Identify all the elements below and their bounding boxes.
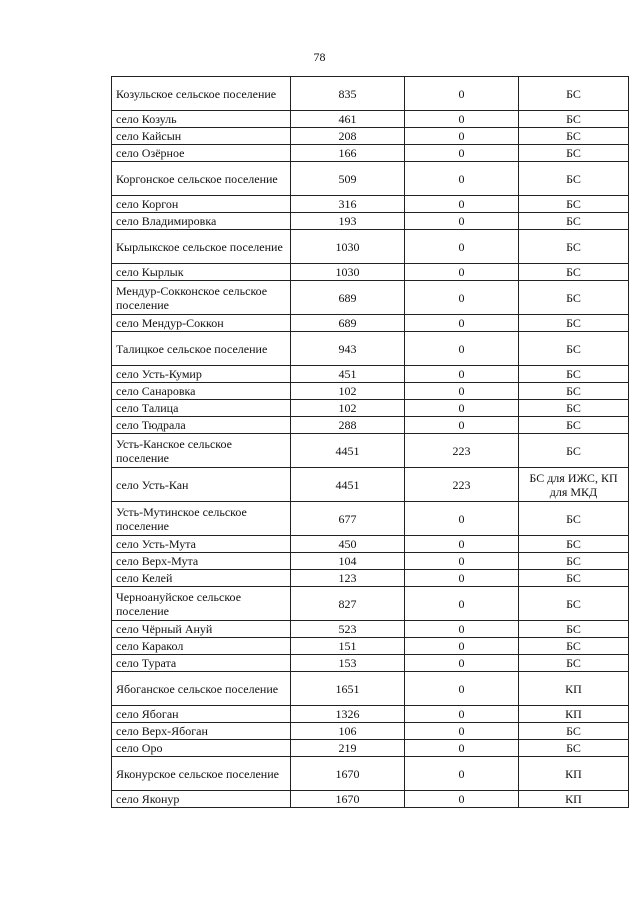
table-row — [112, 553, 629, 570]
value-2-cell: 0 — [405, 791, 519, 808]
value-2-cell: 0 — [405, 417, 519, 434]
table-row — [112, 400, 629, 417]
value-1-cell: 509 — [291, 162, 405, 196]
value-1-cell: 689 — [291, 281, 405, 315]
settlement-name-cell: село Талица — [112, 400, 291, 417]
value-2-cell: 223 — [405, 468, 519, 502]
type-cell: БС — [519, 213, 629, 230]
type-cell: БС — [519, 383, 629, 400]
type-cell: БС — [519, 621, 629, 638]
value-2-cell: 0 — [405, 553, 519, 570]
value-2-cell: 0 — [405, 672, 519, 706]
value-2-cell: 0 — [405, 145, 519, 162]
table-row — [112, 655, 629, 672]
type-cell: БС для ИЖС, КП для МКД — [519, 468, 629, 502]
table-row — [112, 791, 629, 808]
settlement-name-cell: Яконурское сельское поселение — [112, 757, 291, 791]
value-2-cell: 0 — [405, 723, 519, 740]
settlement-name-cell: село Ябоган — [112, 706, 291, 723]
table-row — [112, 77, 629, 111]
settlement-name-cell: село Каракол — [112, 638, 291, 655]
settlement-name-cell: село Усть-Кан — [112, 468, 291, 502]
value-2-cell: 0 — [405, 332, 519, 366]
value-2-cell: 0 — [405, 196, 519, 213]
type-cell: БС — [519, 434, 629, 468]
settlement-name-cell: село Кайсын — [112, 128, 291, 145]
table-row — [112, 196, 629, 213]
settlement-name-cell: село Оро — [112, 740, 291, 757]
value-1-cell: 677 — [291, 502, 405, 536]
value-2-cell: 0 — [405, 111, 519, 128]
type-cell: БС — [519, 196, 629, 213]
table-row — [112, 213, 629, 230]
settlement-name-cell: Ябоганское сельское поселение — [112, 672, 291, 706]
table-row — [112, 723, 629, 740]
value-1-cell: 4451 — [291, 468, 405, 502]
table-row — [112, 128, 629, 145]
type-cell: КП — [519, 706, 629, 723]
table-row — [112, 757, 629, 791]
value-1-cell: 943 — [291, 332, 405, 366]
settlement-name-cell: село Усть-Кумир — [112, 366, 291, 383]
value-2-cell: 0 — [405, 740, 519, 757]
type-cell: БС — [519, 570, 629, 587]
settlement-name-cell: село Кырлык — [112, 264, 291, 281]
settlement-name-cell: Усть-Мутинское сельское поселение — [112, 502, 291, 536]
table-row — [112, 740, 629, 757]
table-row — [112, 332, 629, 366]
settlement-name-cell: село Коргон — [112, 196, 291, 213]
value-2-cell: 0 — [405, 502, 519, 536]
settlement-name-cell: село Келей — [112, 570, 291, 587]
table-row — [112, 366, 629, 383]
type-cell: БС — [519, 77, 629, 111]
type-cell: БС — [519, 502, 629, 536]
table-row — [112, 468, 629, 502]
value-1-cell: 106 — [291, 723, 405, 740]
value-1-cell: 104 — [291, 553, 405, 570]
settlement-name-cell: село Усть-Мута — [112, 536, 291, 553]
value-2-cell: 0 — [405, 587, 519, 621]
value-2-cell: 0 — [405, 570, 519, 587]
type-cell: БС — [519, 315, 629, 332]
value-2-cell: 0 — [405, 128, 519, 145]
value-2-cell: 0 — [405, 536, 519, 553]
settlement-name-cell: Усть-Канское сельское поселение — [112, 434, 291, 468]
value-1-cell: 1030 — [291, 264, 405, 281]
value-1-cell: 102 — [291, 383, 405, 400]
table-row — [112, 417, 629, 434]
table-row — [112, 638, 629, 655]
type-cell: БС — [519, 111, 629, 128]
value-2-cell: 223 — [405, 434, 519, 468]
type-cell: БС — [519, 417, 629, 434]
table-row — [112, 315, 629, 332]
table-row — [112, 587, 629, 621]
value-1-cell: 123 — [291, 570, 405, 587]
value-1-cell: 288 — [291, 417, 405, 434]
settlement-name-cell: село Верх-Ябоган — [112, 723, 291, 740]
value-1-cell: 219 — [291, 740, 405, 757]
type-cell: БС — [519, 332, 629, 366]
settlement-name-cell: село Козуль — [112, 111, 291, 128]
value-1-cell: 451 — [291, 366, 405, 383]
page-number: 78 — [313, 50, 326, 64]
table-row — [112, 536, 629, 553]
value-2-cell: 0 — [405, 621, 519, 638]
table-row — [112, 281, 629, 315]
type-cell: БС — [519, 162, 629, 196]
table-row — [112, 706, 629, 723]
type-cell: БС — [519, 264, 629, 281]
value-1-cell: 102 — [291, 400, 405, 417]
settlement-name-cell: Коргонское сельское поселение — [112, 162, 291, 196]
settlement-name-cell: село Владимировка — [112, 213, 291, 230]
table-row — [112, 383, 629, 400]
value-1-cell: 208 — [291, 128, 405, 145]
value-1-cell: 193 — [291, 213, 405, 230]
type-cell: КП — [519, 791, 629, 808]
value-2-cell: 0 — [405, 230, 519, 264]
type-cell: БС — [519, 655, 629, 672]
value-1-cell: 1670 — [291, 791, 405, 808]
settlement-name-cell: Талицкое сельское поселение — [112, 332, 291, 366]
value-1-cell: 523 — [291, 621, 405, 638]
type-cell: БС — [519, 740, 629, 757]
settlement-name-cell: село Турата — [112, 655, 291, 672]
type-cell: БС — [519, 587, 629, 621]
value-1-cell: 166 — [291, 145, 405, 162]
table-row — [112, 621, 629, 638]
value-2-cell: 0 — [405, 757, 519, 791]
value-1-cell: 4451 — [291, 434, 405, 468]
value-2-cell: 0 — [405, 400, 519, 417]
value-2-cell: 0 — [405, 264, 519, 281]
value-2-cell: 0 — [405, 77, 519, 111]
table-row — [112, 264, 629, 281]
value-1-cell: 153 — [291, 655, 405, 672]
type-cell: БС — [519, 281, 629, 315]
value-1-cell: 316 — [291, 196, 405, 213]
value-2-cell: 0 — [405, 366, 519, 383]
value-1-cell: 1326 — [291, 706, 405, 723]
value-1-cell: 151 — [291, 638, 405, 655]
table-row — [112, 434, 629, 468]
type-cell: БС — [519, 638, 629, 655]
type-cell: КП — [519, 672, 629, 706]
value-1-cell: 835 — [291, 77, 405, 111]
table-row — [112, 111, 629, 128]
settlement-name-cell: Мендур-Сокконское сельское поселение — [112, 281, 291, 315]
table-row — [112, 230, 629, 264]
value-2-cell: 0 — [405, 162, 519, 196]
settlement-name-cell: Кырлыкское сельское поселение — [112, 230, 291, 264]
value-1-cell: 1670 — [291, 757, 405, 791]
table-row — [112, 162, 629, 196]
value-2-cell: 0 — [405, 655, 519, 672]
table-row — [112, 672, 629, 706]
type-cell: БС — [519, 723, 629, 740]
settlement-name-cell: село Чёрный Ануй — [112, 621, 291, 638]
type-cell: БС — [519, 145, 629, 162]
value-2-cell: 0 — [405, 213, 519, 230]
type-cell: БС — [519, 400, 629, 417]
settlement-name-cell: село Тюдрала — [112, 417, 291, 434]
settlement-name-cell: Козульское сельское поселение — [112, 77, 291, 111]
value-2-cell: 0 — [405, 281, 519, 315]
type-cell: БС — [519, 230, 629, 264]
settlement-name-cell: село Санаровка — [112, 383, 291, 400]
value-1-cell: 1651 — [291, 672, 405, 706]
settlement-name-cell: Черноануйское сельское поселение — [112, 587, 291, 621]
value-2-cell: 0 — [405, 383, 519, 400]
value-1-cell: 827 — [291, 587, 405, 621]
value-2-cell: 0 — [405, 315, 519, 332]
value-1-cell: 689 — [291, 315, 405, 332]
type-cell: БС — [519, 128, 629, 145]
type-cell: БС — [519, 536, 629, 553]
value-1-cell: 450 — [291, 536, 405, 553]
type-cell: КП — [519, 757, 629, 791]
settlement-name-cell: село Яконур — [112, 791, 291, 808]
type-cell: БС — [519, 553, 629, 570]
table-row — [112, 502, 629, 536]
settlement-name-cell: село Мендур-Соккон — [112, 315, 291, 332]
value-2-cell: 0 — [405, 638, 519, 655]
value-1-cell: 1030 — [291, 230, 405, 264]
settlement-name-cell: село Озёрное — [112, 145, 291, 162]
table-row — [112, 570, 629, 587]
value-2-cell: 0 — [405, 706, 519, 723]
settlements-table — [111, 76, 629, 808]
table-body — [112, 77, 629, 808]
settlement-name-cell: село Верх-Мута — [112, 553, 291, 570]
value-1-cell: 461 — [291, 111, 405, 128]
type-cell: БС — [519, 366, 629, 383]
table-row — [112, 145, 629, 162]
